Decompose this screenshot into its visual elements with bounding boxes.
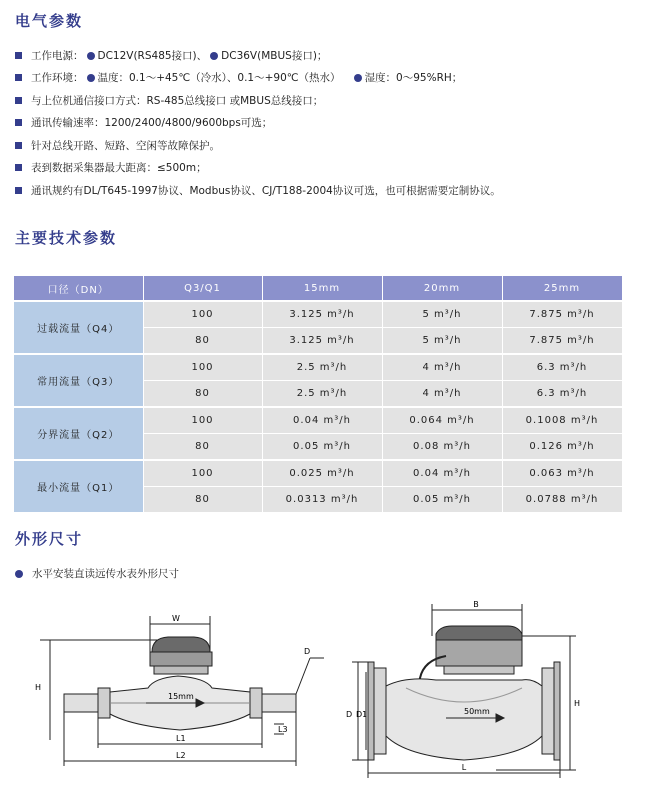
label-d: D bbox=[346, 710, 353, 719]
bullet-power: 工作电源： DC12V(RS485接口)、 DC36V(MBUS接口)； bbox=[15, 49, 327, 63]
table-cell: 80 bbox=[143, 487, 262, 513]
flanged-meter-drawing bbox=[336, 596, 586, 782]
table-cell: 0.05 m³/h bbox=[382, 487, 502, 513]
bullet-distance: 表到数据采集器最大距离：≤500m； bbox=[15, 161, 207, 175]
header-dn: 口径（DN） bbox=[14, 276, 143, 301]
dot-bullet-icon bbox=[354, 74, 362, 82]
header-15mm: 15mm bbox=[262, 276, 382, 301]
table-cell: 5 m³/h bbox=[382, 301, 502, 328]
table-cell: 0.025 m³/h bbox=[262, 460, 382, 487]
dimensions-note: 水平安装直读远传水表外形尺寸 bbox=[15, 566, 179, 581]
table-cell: 6.3 m³/h bbox=[502, 381, 622, 408]
table-cell: 80 bbox=[143, 381, 262, 408]
table-cell: 0.0788 m³/h bbox=[502, 487, 622, 513]
table-header-row bbox=[14, 276, 622, 301]
table-cell: 7.875 m³/h bbox=[502, 301, 622, 328]
dot-bullet-icon bbox=[87, 74, 95, 82]
square-bullet-icon bbox=[15, 164, 22, 171]
dimensions-title: 外形尺寸 bbox=[15, 530, 84, 548]
table-cell: 0.064 m³/h bbox=[382, 407, 502, 434]
row-label-q2: 分界流量（Q2） bbox=[14, 407, 143, 460]
square-bullet-icon bbox=[15, 119, 22, 126]
table-cell: 100 bbox=[143, 460, 262, 487]
table-cell: 0.063 m³/h bbox=[502, 460, 622, 487]
bullet-environment: 工作环境： 温度：0.1～+45℃（冷水）、0.1～+90℃（热水） 湿度：0～95%RH； bbox=[15, 71, 462, 85]
table-cell: 0.1008 m³/h bbox=[502, 407, 622, 434]
table-cell: 0.04 m³/h bbox=[262, 407, 382, 434]
dot-bullet-icon bbox=[15, 570, 23, 578]
label-h: H bbox=[35, 683, 42, 692]
label-l2: L2 bbox=[176, 751, 186, 760]
table-cell: 7.875 m³/h bbox=[502, 328, 622, 355]
table-row bbox=[14, 407, 622, 434]
label-b: B bbox=[473, 600, 479, 609]
header-20mm: 20mm bbox=[382, 276, 502, 301]
table-row bbox=[14, 354, 622, 381]
threaded-meter-drawing bbox=[28, 608, 328, 778]
table-row bbox=[14, 460, 622, 487]
square-bullet-icon bbox=[15, 52, 22, 59]
dot-bullet-icon bbox=[210, 52, 218, 60]
square-bullet-icon bbox=[15, 142, 22, 149]
table-cell: 2.5 m³/h bbox=[262, 354, 382, 381]
label-h: H bbox=[574, 699, 581, 708]
electrical-title: 电气参数 bbox=[15, 12, 84, 30]
tech-title: 主要技术参数 bbox=[15, 229, 118, 247]
table-cell: 100 bbox=[143, 354, 262, 381]
table-cell: 4 m³/h bbox=[382, 381, 502, 408]
table-cell: 0.05 m³/h bbox=[262, 434, 382, 461]
table-cell: 3.125 m³/h bbox=[262, 328, 382, 355]
table-cell: 0.0313 m³/h bbox=[262, 487, 382, 513]
label-l: L bbox=[461, 763, 467, 772]
row-label-q1: 最小流量（Q1） bbox=[14, 460, 143, 512]
table-cell: 5 m³/h bbox=[382, 328, 502, 355]
table-cell: 3.125 m³/h bbox=[262, 301, 382, 328]
table-cell: 100 bbox=[143, 407, 262, 434]
label-w: W bbox=[172, 614, 180, 623]
label-flow-15mm: 15mm bbox=[168, 692, 194, 701]
label-d: D bbox=[304, 647, 311, 656]
table-cell: 2.5 m³/h bbox=[262, 381, 382, 408]
table-cell: 4 m³/h bbox=[382, 354, 502, 381]
table-cell: 0.08 m³/h bbox=[382, 434, 502, 461]
row-label-q4: 过载流量（Q4） bbox=[14, 301, 143, 354]
square-bullet-icon bbox=[15, 187, 22, 194]
header-25mm: 25mm bbox=[502, 276, 622, 301]
square-bullet-icon bbox=[15, 74, 22, 81]
table-cell: 6.3 m³/h bbox=[502, 354, 622, 381]
bullet-interface: 与上位机通信接口方式：RS-485总线接口 或MBUS总线接口； bbox=[15, 94, 323, 108]
label-l3: L3 bbox=[278, 725, 288, 734]
table-cell: 80 bbox=[143, 328, 262, 355]
bullet-protocol: 通讯规约有DL/T645-1997协议、Modbus协议、CJ/T188-2004协议可选，也可根据需要定制协议。 bbox=[15, 184, 501, 198]
table-cell: 100 bbox=[143, 301, 262, 328]
table-row bbox=[14, 301, 622, 328]
table-cell: 0.04 m³/h bbox=[382, 460, 502, 487]
label-flow-50mm: 50mm bbox=[464, 707, 490, 716]
table-cell: 0.126 m³/h bbox=[502, 434, 622, 461]
header-ratio: Q3/Q1 bbox=[143, 276, 262, 301]
table-cell: 80 bbox=[143, 434, 262, 461]
label-d1: D1 bbox=[356, 710, 368, 719]
square-bullet-icon bbox=[15, 97, 22, 104]
spec-table bbox=[14, 276, 623, 512]
bullet-protection: 针对总线开路、短路、空闲等故障保护。 bbox=[15, 139, 220, 153]
label-l1: L1 bbox=[176, 734, 186, 743]
row-label-q3: 常用流量（Q3） bbox=[14, 354, 143, 407]
dot-bullet-icon bbox=[87, 52, 95, 60]
bullet-baudrate: 通讯传输速率：1200/2400/4800/9600bps可选； bbox=[15, 116, 272, 130]
